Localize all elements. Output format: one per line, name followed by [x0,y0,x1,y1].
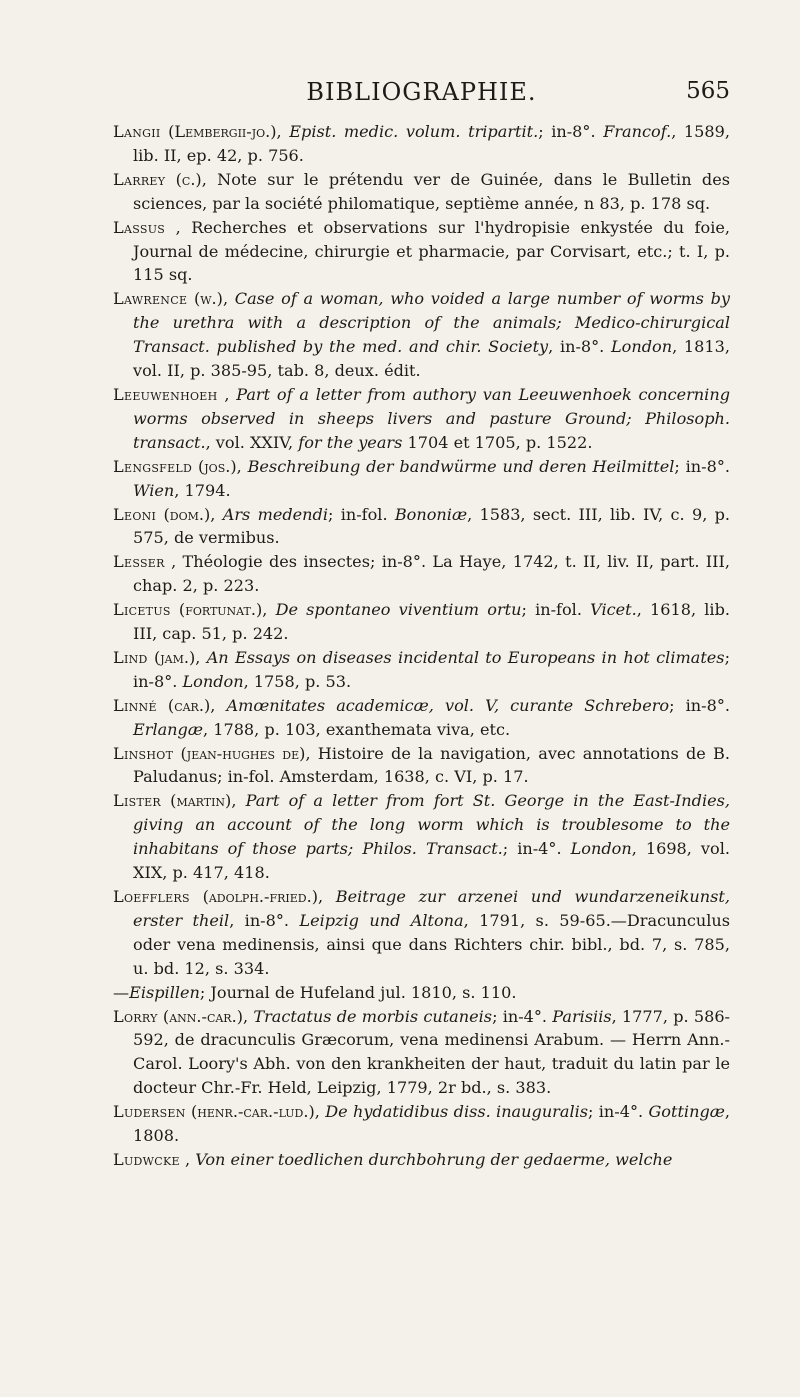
entry-text: , [262,600,276,620]
entry-text: — [113,982,130,1002]
bibliography-entry [113,885,730,981]
entry-place: Erlangæ [133,719,203,739]
entry-author: Lorry [113,1006,158,1026]
running-head: BIBLIOGRAPHIE. [306,78,537,106]
entry-initials: (car.) [167,695,211,715]
entry-place: Vicet. [590,600,637,620]
entry-title: Beschreibung der bandwürme und deren Heilmittel [247,456,675,476]
entry-place: London [611,337,673,357]
entry-text: , in-8°. [548,337,611,357]
entry-text: , vol. XXIV, [205,432,299,452]
entry-text: , [222,289,235,309]
bibliography-entry [113,216,730,288]
entry-author: Leeuwenhoeh [113,384,218,404]
bibliography-entry [113,789,730,885]
entry-initials: (jam.) [153,647,196,667]
bibliography-entry [113,598,730,646]
entry-title: Ars medendi [222,504,328,524]
entry-author: Licetus [113,600,171,620]
entry-text: , 1813, vol. II, p. 385-95, tab. 8, deux. édit. [133,337,730,381]
entry-text: , 1758, p. 53. [243,671,352,691]
entry-text: , Note sur le prétendu ver de Guinée, dans le Bulletin des sciences, par la société philomatique, septième année, n 83, p. 178 sq. [133,169,730,213]
entry-text: , 1794. [174,480,231,500]
entry-initials: (adolph.-fried.) [202,887,318,906]
entry-text: , 1808. [133,1102,730,1146]
entry-title: Amœnitates academicæ, vol. V, curante Schrebero [226,695,670,715]
bibliography-entry [113,503,730,551]
bibliography-entry [113,694,730,742]
entry-text: , in-8°. [229,910,300,930]
entry-text: , [317,887,336,906]
entry-text: , Histoire de la navigation, avec annotations de B. Paludanus; in-fol. Amsterdam, 1638, c. VI, p. 17. [133,743,731,787]
entry-author: Ludersen [113,1102,186,1122]
entry-title: De hydatidibus diss. inauguralis [325,1102,589,1122]
entry-initials: (martin) [170,791,232,811]
entry-initials: (w.) [193,289,223,309]
entry-title: Case of a woman, who voided a large number of worms by the urethra with a description of the animals; Medico-chirurgical Transact. published by the med. and chir. Society [133,289,730,357]
entry-text: ; in-4°. [502,839,571,859]
entry-initials: (c.) [175,169,202,189]
entry-place: Francof. [603,122,672,141]
entry-text: , [210,504,223,524]
entry-author: Linshot [113,743,174,763]
bibliography-entry [113,646,730,694]
entry-author: Lesser [113,552,165,572]
entry-title: Part of a letter from fort St. George in the East-Indies, giving an account of the long worm which is troublesome to the inhabitans of those parts; Philos. Transact. [133,791,730,859]
bibliography-entry [113,550,730,598]
entry-text: ; Journal de Hufeland jul. 1810, s. 110. [199,982,517,1002]
entry-initials: (jos.) [197,456,237,476]
entry-text: , 1583, sect. III, lib. IV, c. 9, p. 575, de vermibus. [133,504,731,548]
entry-text: , [243,1006,254,1026]
entry-title: Tractatus de morbis cutaneis [253,1006,493,1026]
entry-author: Lister [113,791,162,811]
bibliography-entry [113,383,730,455]
entry-text: , 1791, s. 59-65.—Dracunculus oder vena medinensis, ainsi que dans Richters chir. bibl., bd. 7, s. 785, u. bd. 12, s. 334. [133,910,730,978]
entry-text: ; in-8°. [669,695,731,715]
entry-place: London [570,839,632,859]
entry-text: ; in-fol. [521,600,591,620]
entry-author: Loefflers [113,887,190,906]
entry-text: , [184,1149,196,1169]
entry-title: Eispillen [129,982,200,1002]
entry-text: , 1777, p. 586-592, de dracunculis Græcorum, vena medinensi Arabum. — Herrn Ann.-Carol. Loory's Abh. von den krankheiten der haut, traduit du latin par le docteur Chr.-Fr. Held, Leipzig, 1779, 2r bd., s. 383. [133,1006,730,1098]
entry-author: Lengsfeld [113,456,193,476]
entry-text: , [314,1102,326,1122]
entry-text: , 1618, lib. III, cap. 51, p. 242. [133,600,730,644]
bibliography-entry [113,1100,730,1148]
entry-text: ; in-8°. [538,122,604,141]
entry-text: , [236,456,248,476]
entry-place: Parisiis [552,1006,612,1026]
entry-title: Epist. medic. volum. tripartit. [289,122,539,141]
bibliography-entry [113,168,730,216]
entry-initials: (dom.) [163,504,211,524]
entry-initials: (ann.-car.) [162,1006,243,1026]
entry-place: Leipzig und Altona [299,910,464,930]
entry-initials: (henr.-car.-lud.) [191,1102,315,1122]
entry-text: ; in-fol. [328,504,395,524]
entry-place: Gottingæ [648,1102,725,1122]
entry-text: , [224,384,237,404]
entry-text: , [210,695,227,715]
entry-initials: (Lembergii-jo.) [168,122,277,141]
entry-author: Ludwcke [113,1149,180,1169]
entry-author: Lassus [113,217,166,237]
entry-text: , 1788, p. 103, exanthemata viva, etc. [202,719,511,739]
entry-title: De spontaneo viventium ortu [275,600,522,620]
page-number: 565 [686,78,730,104]
entry-place: Wien [133,480,175,500]
entry-title: Von einer toedlichen durchbohrung der gedaerme, welche [195,1149,673,1169]
entry-place: for the years [298,432,403,452]
entry-title: An Essays on diseases incidental to Europeans in hot climates [206,647,725,667]
entry-text: 1704 et 1705, p. 1522. [402,432,593,452]
entry-author: Larrey [113,169,166,189]
entry-author: Leoni [113,504,157,524]
entry-text: ; in-4°. [588,1102,649,1122]
entry-text: , 1698, vol. XIX, p. 417, 418. [133,839,730,883]
entry-author: Lind [113,647,148,667]
entry-text: , [231,791,246,811]
bibliography-entry [113,1148,730,1172]
bibliography-entry [113,1005,730,1101]
entry-author: Linné [113,695,157,715]
entry-text: , Théologie des insectes; in-8°. La Haye, 1742, t. II, liv. II, part. III, chap. 2, p. 223. [133,552,730,596]
bibliography-entry [113,981,730,1005]
entry-text: , [276,122,290,141]
entry-initials: (jean-hughes de) [180,743,306,763]
entry-text: , 1589, lib. II, ep. 42, p. 756. [133,122,730,165]
bibliography-entry [113,455,730,503]
entry-text: ; in-4°. [492,1006,553,1026]
entry-initials: (fortunat.) [178,600,263,620]
bibliography-entries [113,120,730,1172]
bibliography-entry [113,742,730,790]
bibliography-entry [113,120,730,168]
entry-author: Lawrence [113,289,188,309]
entry-text: , [195,647,207,667]
bibliography-entry [113,287,730,383]
entry-title: Part of a letter from authory van Leeuwenhoek concerning worms observed in sheeps livers and pasture Ground; Philosoph. transact. [133,384,730,452]
entry-author: Langii [113,122,161,141]
entry-text: ; in-8°. [133,647,731,691]
entry-place: London [182,671,244,691]
page-header [113,78,730,120]
entry-place: Bononiæ [394,504,468,524]
entry-title: Beitrage zur arzenei und wundarzeneikunst, erster theil [133,887,731,930]
entry-text: ; in-8°. [674,456,731,476]
entry-text: , Recherches et observations sur l'hydropisie enkystée du foie, Journal de médecine, chirurgie et pharmacie, par Corvisart, etc.; t. I, p. 115 sq. [133,217,730,285]
